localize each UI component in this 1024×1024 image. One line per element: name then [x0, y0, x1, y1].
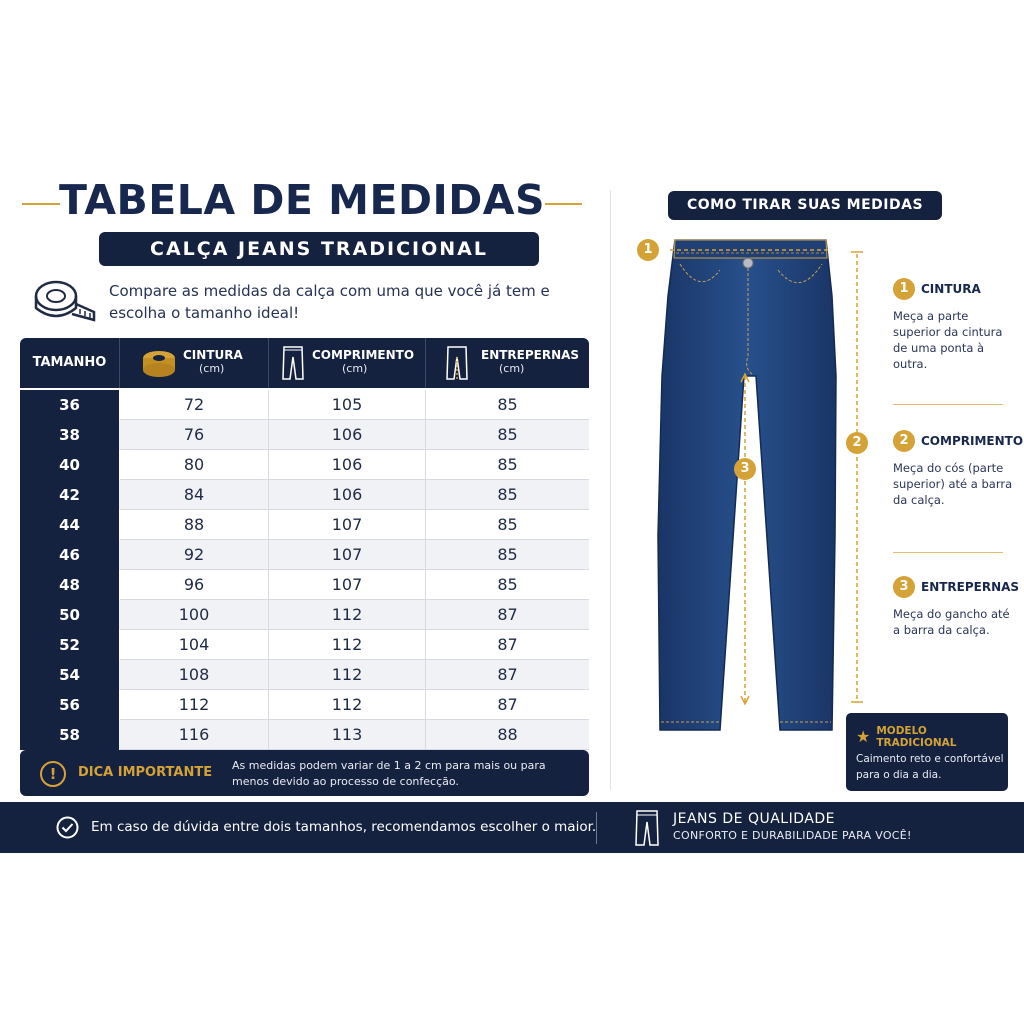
waist-cell: 96 — [183, 575, 205, 594]
inseam-cell: 87 — [497, 635, 518, 654]
waist-cell: 108 — [178, 665, 210, 684]
inseam-cell: 85 — [497, 455, 518, 474]
cell-separator — [268, 510, 269, 540]
size-cell: 44 — [20, 510, 119, 540]
table-row — [20, 540, 589, 570]
model-description: Caimento reto e confortável para o dia a dia. — [856, 753, 1004, 781]
step-number: 3 — [893, 576, 915, 598]
column-divider — [610, 190, 611, 790]
model-name: MODELO TRADICIONAL — [876, 725, 957, 749]
table-row — [20, 450, 589, 480]
measure-marker-3: 3 — [734, 458, 756, 480]
inseam-cell: 87 — [497, 665, 518, 684]
footer-message: Em caso de dúvida entre dois tamanhos, recomendamos escolher o maior. — [91, 819, 597, 835]
table-row — [20, 690, 589, 720]
quality-title: JEANS DE QUALIDADE — [673, 811, 835, 827]
col-size-header: TAMANHO — [32, 355, 107, 370]
footer-band — [0, 802, 1024, 853]
cell-separator — [268, 480, 269, 510]
length-cell: 112 — [331, 605, 363, 624]
step-inseam — [893, 576, 1018, 638]
waist-cell: 72 — [183, 395, 205, 414]
waist-cell: 76 — [183, 425, 205, 444]
waist-cell: 100 — [178, 605, 210, 624]
size-table-header — [20, 338, 589, 388]
cell-separator — [268, 390, 269, 420]
waist-cell: 112 — [178, 695, 210, 714]
table-row — [20, 630, 589, 660]
step-description: Meça do cós (parte superior) até a barra da calça. — [893, 461, 1013, 507]
cell-separator — [268, 660, 269, 690]
pants-icon — [282, 346, 304, 380]
footer-divider — [596, 812, 597, 844]
inseam-cell: 85 — [497, 575, 518, 594]
col-inseam-header: ENTREPERNAS (cm) — [481, 348, 580, 375]
how-to-title: COMO TIRAR SUAS MEDIDAS — [668, 191, 942, 220]
page-subtitle: CALÇA JEANS TRADICIONAL — [99, 232, 539, 266]
cell-separator — [425, 480, 426, 510]
size-cell: 40 — [20, 450, 119, 480]
table-row — [20, 390, 589, 420]
cell-separator — [425, 660, 426, 690]
length-cell: 112 — [331, 665, 363, 684]
cell-separator — [268, 630, 269, 660]
size-cell: 52 — [20, 630, 119, 660]
step-name: COMPRIMENTO — [921, 434, 1024, 448]
size-cell: 46 — [20, 540, 119, 570]
inseam-cell: 87 — [497, 605, 518, 624]
size-cell: 48 — [20, 570, 119, 600]
cell-separator — [425, 450, 426, 480]
header-separator — [425, 338, 426, 388]
length-cell: 105 — [331, 395, 363, 414]
cell-separator — [425, 390, 426, 420]
col-waist-header: CINTURA (cm) — [183, 348, 243, 375]
cell-separator — [425, 600, 426, 630]
col-length-header: COMPRIMENTO (cm) — [312, 348, 415, 375]
size-cell: 56 — [20, 690, 119, 720]
table-row — [20, 660, 589, 690]
intro-text: Compare as medidas da calça com uma que você já tem e escolha o tamanho ideal! — [109, 282, 550, 322]
cell-separator — [425, 540, 426, 570]
cell-separator — [425, 720, 426, 750]
table-row — [20, 600, 589, 630]
waist-cell: 80 — [183, 455, 205, 474]
length-cell: 106 — [331, 485, 363, 504]
size-cell: 38 — [20, 420, 119, 450]
tip-box — [20, 750, 589, 796]
warning-icon: ! — [40, 761, 66, 787]
step-number: 1 — [893, 278, 915, 300]
quality-subtitle: CONFORTO E DURABILIDADE PARA VOCÊ! — [673, 829, 912, 842]
tape-measure-icon — [140, 348, 178, 378]
waist-cell: 84 — [183, 485, 205, 504]
pants-icon — [634, 810, 660, 846]
step-name: ENTREPERNAS — [921, 580, 1020, 594]
inseam-cell: 85 — [497, 395, 518, 414]
cell-separator — [425, 510, 426, 540]
header-separator — [119, 338, 120, 388]
cell-separator — [268, 720, 269, 750]
cell-separator — [268, 420, 269, 450]
tip-label: DICA IMPORTANTE — [78, 765, 213, 780]
waist-cell: 88 — [183, 515, 205, 534]
cell-separator — [425, 630, 426, 660]
tip-text: As medidas podem variar de 1 a 2 cm para mais ou para menos devido ao processo de confecção. — [232, 759, 546, 788]
check-circle-icon — [56, 816, 79, 839]
size-cell: 36 — [20, 390, 119, 420]
waist-cell: 92 — [183, 545, 205, 564]
table-row — [20, 420, 589, 450]
step-length — [893, 430, 1024, 508]
step-description: Meça a parte superior da cintura de uma ponta à outra. — [893, 309, 1003, 371]
measure-marker-2: 2 — [846, 432, 868, 454]
cell-separator — [425, 570, 426, 600]
step-description: Meça do gancho até a barra da calça. — [893, 607, 1010, 637]
tape-measure-icon — [32, 274, 96, 324]
inseam-cell: 85 — [497, 545, 518, 564]
inseam-cell: 85 — [497, 515, 518, 534]
inseam-cell: 87 — [497, 695, 518, 714]
waist-cell: 104 — [178, 635, 210, 654]
table-row — [20, 480, 589, 510]
inseam-cell: 85 — [497, 485, 518, 504]
cell-separator — [268, 570, 269, 600]
length-cell: 107 — [331, 575, 363, 594]
table-row — [20, 510, 589, 540]
page-title: TABELA DE MEDIDAS — [58, 176, 546, 224]
cell-separator — [268, 690, 269, 720]
star-icon: ★ — [856, 727, 871, 746]
header-separator — [268, 338, 269, 388]
cell-separator — [268, 540, 269, 570]
cell-separator — [425, 420, 426, 450]
inseam-cell: 85 — [497, 425, 518, 444]
model-box — [846, 713, 1008, 791]
step-number: 2 — [893, 430, 915, 452]
step-divider — [893, 404, 1003, 405]
waist-cell: 116 — [178, 725, 210, 744]
size-cell: 50 — [20, 600, 119, 630]
length-cell: 106 — [331, 455, 363, 474]
inseam-cell: 88 — [497, 725, 518, 744]
length-cell: 107 — [331, 515, 363, 534]
pants-inseam-icon — [446, 346, 468, 380]
length-cell: 113 — [331, 725, 363, 744]
jeans-illustration — [640, 236, 870, 736]
size-cell: 54 — [20, 660, 119, 690]
table-row — [20, 570, 589, 600]
step-divider — [893, 552, 1003, 553]
cell-separator — [268, 450, 269, 480]
length-cell: 112 — [331, 635, 363, 654]
measure-marker-1: 1 — [637, 239, 659, 261]
step-waist — [893, 278, 1018, 372]
table-row — [20, 720, 589, 750]
length-cell: 107 — [331, 545, 363, 564]
cell-separator — [425, 690, 426, 720]
step-name: CINTURA — [921, 282, 981, 296]
cell-separator — [268, 600, 269, 630]
length-cell: 106 — [331, 425, 363, 444]
size-cell: 42 — [20, 480, 119, 510]
size-cell: 58 — [20, 720, 119, 750]
length-cell: 112 — [331, 695, 363, 714]
